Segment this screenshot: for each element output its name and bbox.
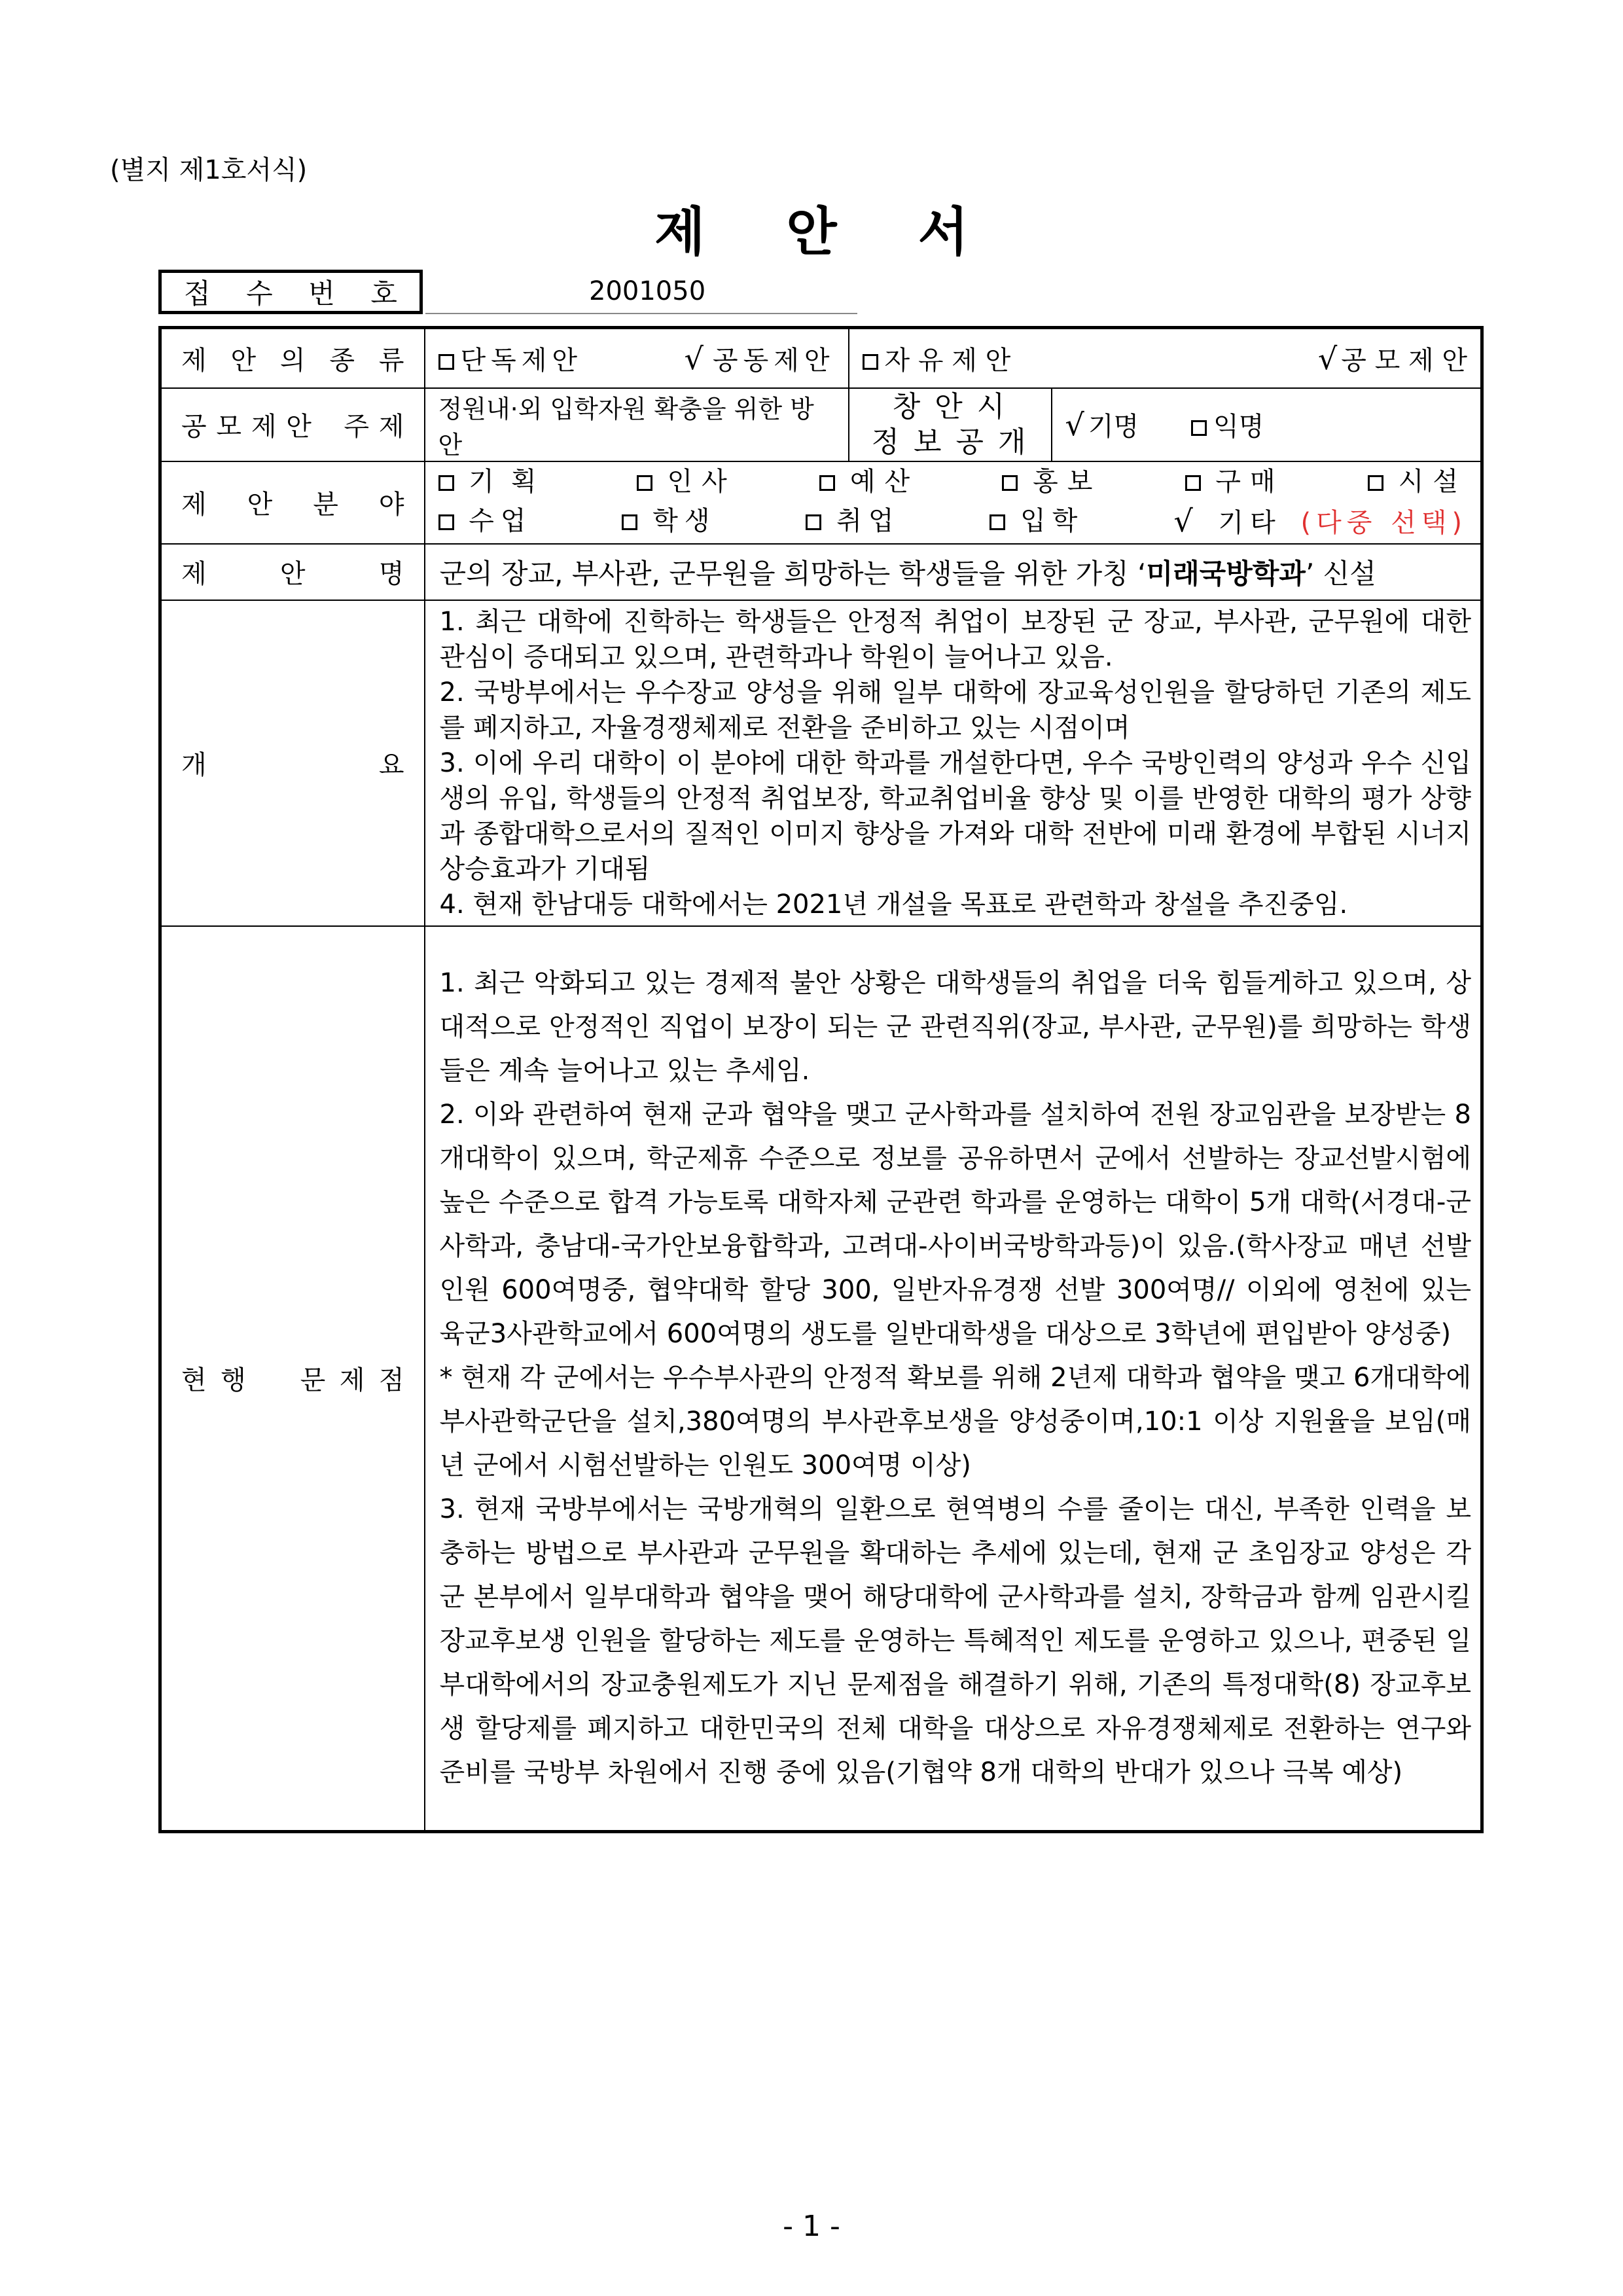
field-option-etc[interactable]: √ 기타 (다중 선택) xyxy=(1173,503,1467,539)
form-number-label: (별지 제1호서식) xyxy=(110,155,308,185)
receipt-number-label: 접 수 번 호 xyxy=(158,270,423,314)
proposal-field-row xyxy=(160,461,1482,544)
title-char: 안 xyxy=(786,202,837,262)
field-option[interactable]: 시설 xyxy=(1368,462,1467,501)
current-issues-content xyxy=(425,926,1482,1832)
field-option[interactable]: 수업 xyxy=(438,501,533,543)
document-title xyxy=(0,190,1623,265)
proposal-name-value: 군의 장교, 부사관, 군무원을 희망하는 학생들을 위한 가칭 ‘미래국방학과’ 신설 xyxy=(425,544,1482,600)
checkbox-empty-icon[interactable] xyxy=(1191,420,1207,436)
issue-paragraph: * 현재 각 군에서는 우수부사관의 안정적 확보를 위해 2년제 대학과 협약을 맺고 6개대학에 부사관학군단을 설치,380여명의 부사관후보생을 양성중이며,10:1 이상 지원율을 보임(매년 군에서 시험선발하는 인원도 300여명 이상) xyxy=(439,1363,1471,1481)
anonymous-option[interactable]: 익명 xyxy=(1191,406,1264,443)
checkmark-icon: √ xyxy=(684,340,709,376)
joint-proposal-option[interactable]: √ 공동제안 xyxy=(684,340,835,376)
proposal-type-options xyxy=(425,328,849,388)
proposal-kind-options xyxy=(849,328,1482,388)
contest-topic-label: 공 모 제 안 주 제 xyxy=(160,388,425,461)
contest-proposal-option[interactable]: √ 공 모 제 안 xyxy=(1317,340,1467,376)
checkmark-icon: √ xyxy=(1317,340,1338,376)
field-option[interactable]: 인사 xyxy=(637,462,736,501)
overview-paragraph: 1. 최근 대학에 진학하는 학생들은 안정적 취업이 보장된 군 장교, 부사관, 군무원에 대한 관심이 증대되고 있으며, 관련학과나 학원이 늘어나고 있음. xyxy=(439,606,1471,672)
title-char: 서 xyxy=(918,202,969,262)
receipt-number-value: 2001050 xyxy=(425,270,857,314)
field-option[interactable]: 홍보 xyxy=(1002,462,1101,501)
title-char: 제 xyxy=(654,202,705,262)
current-issues-label: 현 행 문 제 점 xyxy=(160,926,425,1832)
proposal-type-label: 제 안 의 종 류 xyxy=(160,328,425,388)
overview-content xyxy=(425,600,1482,926)
issue-paragraph: 1. 최근 악화되고 있는 경제적 불안 상황은 대학생들의 취업을 더욱 힘들게하고 있으며, 상대적으로 안정적인 직업이 보장이 되는 군 관련직위(장교, 부사관, 군무원)를 희망하는 학생들은 계속 늘어나고 있는 추세임. xyxy=(439,968,1471,1086)
single-proposal-option[interactable]: 단독제안 xyxy=(438,340,583,377)
contest-topic-row xyxy=(160,388,1482,461)
overview-paragraph: 2. 국방부에서는 우수장교 양성을 위해 일부 대학에 장교육성인원을 할당하던 기존의 제도를 폐지하고, 자율경쟁체제로 전환을 준비하고 있는 시점이며 xyxy=(439,677,1471,743)
checkbox-empty-icon[interactable] xyxy=(438,354,454,370)
disclosure-label: 창 안 시 정 보 공 개 xyxy=(849,388,1052,461)
overview-paragraph: 4. 현재 한남대등 대학에서는 2021년 개설을 목표로 관련학과 창설을 추진중임. xyxy=(439,889,1348,920)
overview-paragraph: 3. 이에 우리 대학이 이 분야에 대한 학과를 개설한다면, 우수 국방인력의 양성과 우수 신입생의 유입, 학생들의 안정적 취업보장, 학교취업비율 향상 및 이를 반영한 대학의 평가 상향과 종합대학으로서의 질적인 이미지 향상을 가져와 대학 전반에 미래 환경에 부합된 시너지 상승효과가 기대됨 xyxy=(439,747,1471,884)
free-proposal-option[interactable]: 자 유 제 안 xyxy=(863,340,1011,377)
issue-paragraph: 3. 현재 국방부에서는 국방개혁의 일환으로 현역병의 수를 줄이는 대신, 부족한 인력을 보충하는 방법으로 부사관과 군무원을 확대하는 추세에 있는데, 현재 군 초임장교 양성은 각군 본부에서 일부대학과 협약을 맺어 해당대학에 군사학과를 설치, 장학금과 함께 임관시킬 장교후보생 인원을 할당하는 제도를 운영하는 특혜적인 제도를 운영하고 있으나, 편중된 일부대학에서의 장교충원제도가 지닌 문제점을 해결하기 위해, 기존의 특정대학(8) 장교후보생 할당제를 폐지하고 대한민국의 전체 대학을 대상으로 자유경쟁체제로 전환하는 연구와 준비를 국방부 차원에서 진행 중에 있음(기협약 8개 대학의 반대가 있으나 극복 예상) xyxy=(439,1494,1471,1788)
overview-label: 개 요 xyxy=(160,600,425,926)
proposal-field-label: 제 안 분 야 xyxy=(160,461,425,544)
field-option[interactable]: 학생 xyxy=(622,501,716,543)
page-number: - 1 - xyxy=(783,2210,840,2243)
checkmark-icon: √ xyxy=(1065,407,1084,442)
multi-select-note: (다중 선택) xyxy=(1300,508,1467,538)
issue-paragraph: 2. 이와 관련하여 현재 군과 협약을 맺고 군사학과를 설치하여 전원 장교임관을 보장받는 8개대학이 있으며, 학군제휴 수준으로 정보를 공유하면서 군에서 선발하는 장교선발시험에 높은 수준으로 합격 가능토록 대학자체 군관련 학과를 운영하는 대학이 5개 대학(서경대-군사학과, 충남대-국가안보융합학과, 고려대-사이버국방학과등)이 있음.(학사장교 매년 선발인원 600여명중, 협약대학 할당 300, 일반자유경쟁 선발 300여명// 이외에 영천에 있는 육군3사관학교에서 600여명의 생도를 일반대학생을 대상으로 3학년에 편입받아 양성중) xyxy=(439,1100,1471,1350)
field-option[interactable]: 예산 xyxy=(819,462,919,501)
proposal-name-row xyxy=(160,544,1482,600)
proposal-name-label: 제 안 명 xyxy=(160,544,425,600)
contest-topic-value: 정원내·외 입학자원 확충을 위한 방안 xyxy=(425,388,849,461)
field-option[interactable]: 취업 xyxy=(806,501,900,543)
field-option[interactable]: 입학 xyxy=(990,501,1084,543)
field-option[interactable]: 구매 xyxy=(1185,462,1285,501)
overview-row xyxy=(160,600,1482,926)
disclosure-options xyxy=(1052,388,1482,461)
proposal-field-options xyxy=(425,461,1482,544)
proposal-form-table xyxy=(158,326,1484,1833)
named-option[interactable]: √ 기명 xyxy=(1065,407,1139,442)
checkbox-empty-icon[interactable] xyxy=(863,354,878,370)
proposal-type-row xyxy=(160,328,1482,388)
checkmark-icon: √ xyxy=(1173,503,1193,539)
field-option[interactable]: 기획 xyxy=(438,462,554,501)
current-issues-row xyxy=(160,926,1482,1832)
